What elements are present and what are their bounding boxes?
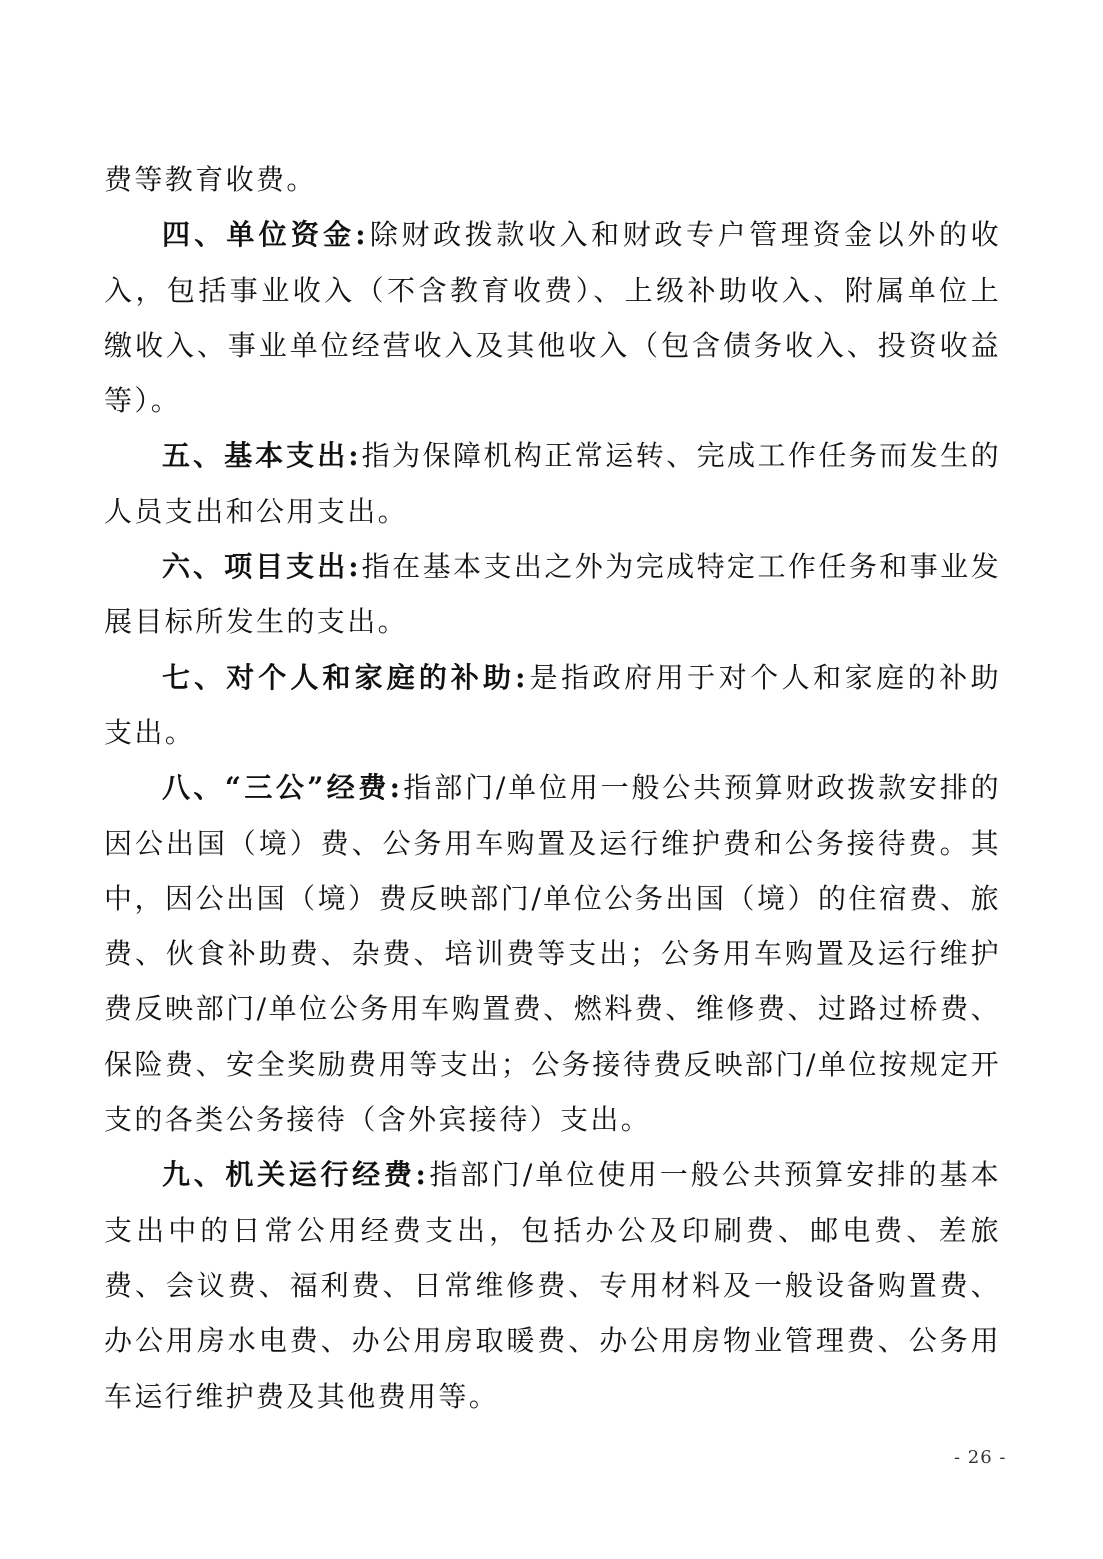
definition-paragraph-operating-expenses bbox=[104, 1147, 1001, 1423]
continuation-text: 费等教育收费。 bbox=[104, 163, 317, 196]
definition-text: 指部门/单位用一般公共预算财政拨款安排的因公出国（境）费、公务用车购置及运行维护费和公务接待费。其中，因公出国（境）费反映部门/单位公务出国（境）的住宿费、旅费、伙食补助费、杂费、培训费等支出；公务用车购置及运行维护费反映部门/单位公务用车购置费、燃料费、维修费、过路过桥费、保险费、安全奖励费用等支出；公务接待费反映部门/单位按规定开支的各类公务接待（含外宾接待）支出。 bbox=[104, 771, 1001, 1137]
definition-text: 指在基本支出之外为完成特定工作任务和事业发展目标所发生的支出。 bbox=[104, 550, 1001, 639]
definition-term: 八、“三公”经费: bbox=[162, 771, 403, 805]
definition-term: 九、机关运行经费: bbox=[162, 1158, 429, 1192]
definition-text: 除财政拨款收入和财政专户管理资金以外的收入，包括事业收入（不含教育收费）、上级补助收入、附属单位上缴收入、事业单位经营收入及其他收入（包含债务收入、投资收益等）。 bbox=[104, 218, 1001, 418]
document-body bbox=[104, 152, 1001, 1424]
page-number: - 26 - bbox=[954, 1447, 1007, 1468]
definition-paragraph-unit-funds bbox=[104, 207, 1001, 428]
definition-paragraph-project-expenditure bbox=[104, 539, 1001, 650]
definition-term: 七、对个人和家庭的补助: bbox=[162, 660, 529, 694]
definition-paragraph-household-subsidy bbox=[104, 650, 1001, 761]
definition-term: 五、基本支出: bbox=[162, 439, 362, 473]
definition-paragraph-three-public-expenses bbox=[104, 760, 1001, 1147]
definition-term: 四、单位资金: bbox=[162, 218, 369, 252]
continuation-paragraph bbox=[104, 152, 1001, 207]
definition-paragraph-basic-expenditure bbox=[104, 428, 1001, 539]
definition-text: 指为保障机构正常运转、完成工作任务而发生的人员支出和公用支出。 bbox=[104, 439, 1001, 528]
definition-text: 指部门/单位使用一般公共预算安排的基本支出中的日常公用经费支出，包括办公及印刷费、邮电费、差旅费、会议费、福利费、日常维修费、专用材料及一般设备购置费、办公用房水电费、办公用房取暖费、办公用房物业管理费、公务用车运行维护费及其他费用等。 bbox=[104, 1158, 1001, 1413]
definition-text: 是指政府用于对个人和家庭的补助支出。 bbox=[104, 660, 1001, 749]
definition-term: 六、项目支出: bbox=[162, 550, 362, 584]
